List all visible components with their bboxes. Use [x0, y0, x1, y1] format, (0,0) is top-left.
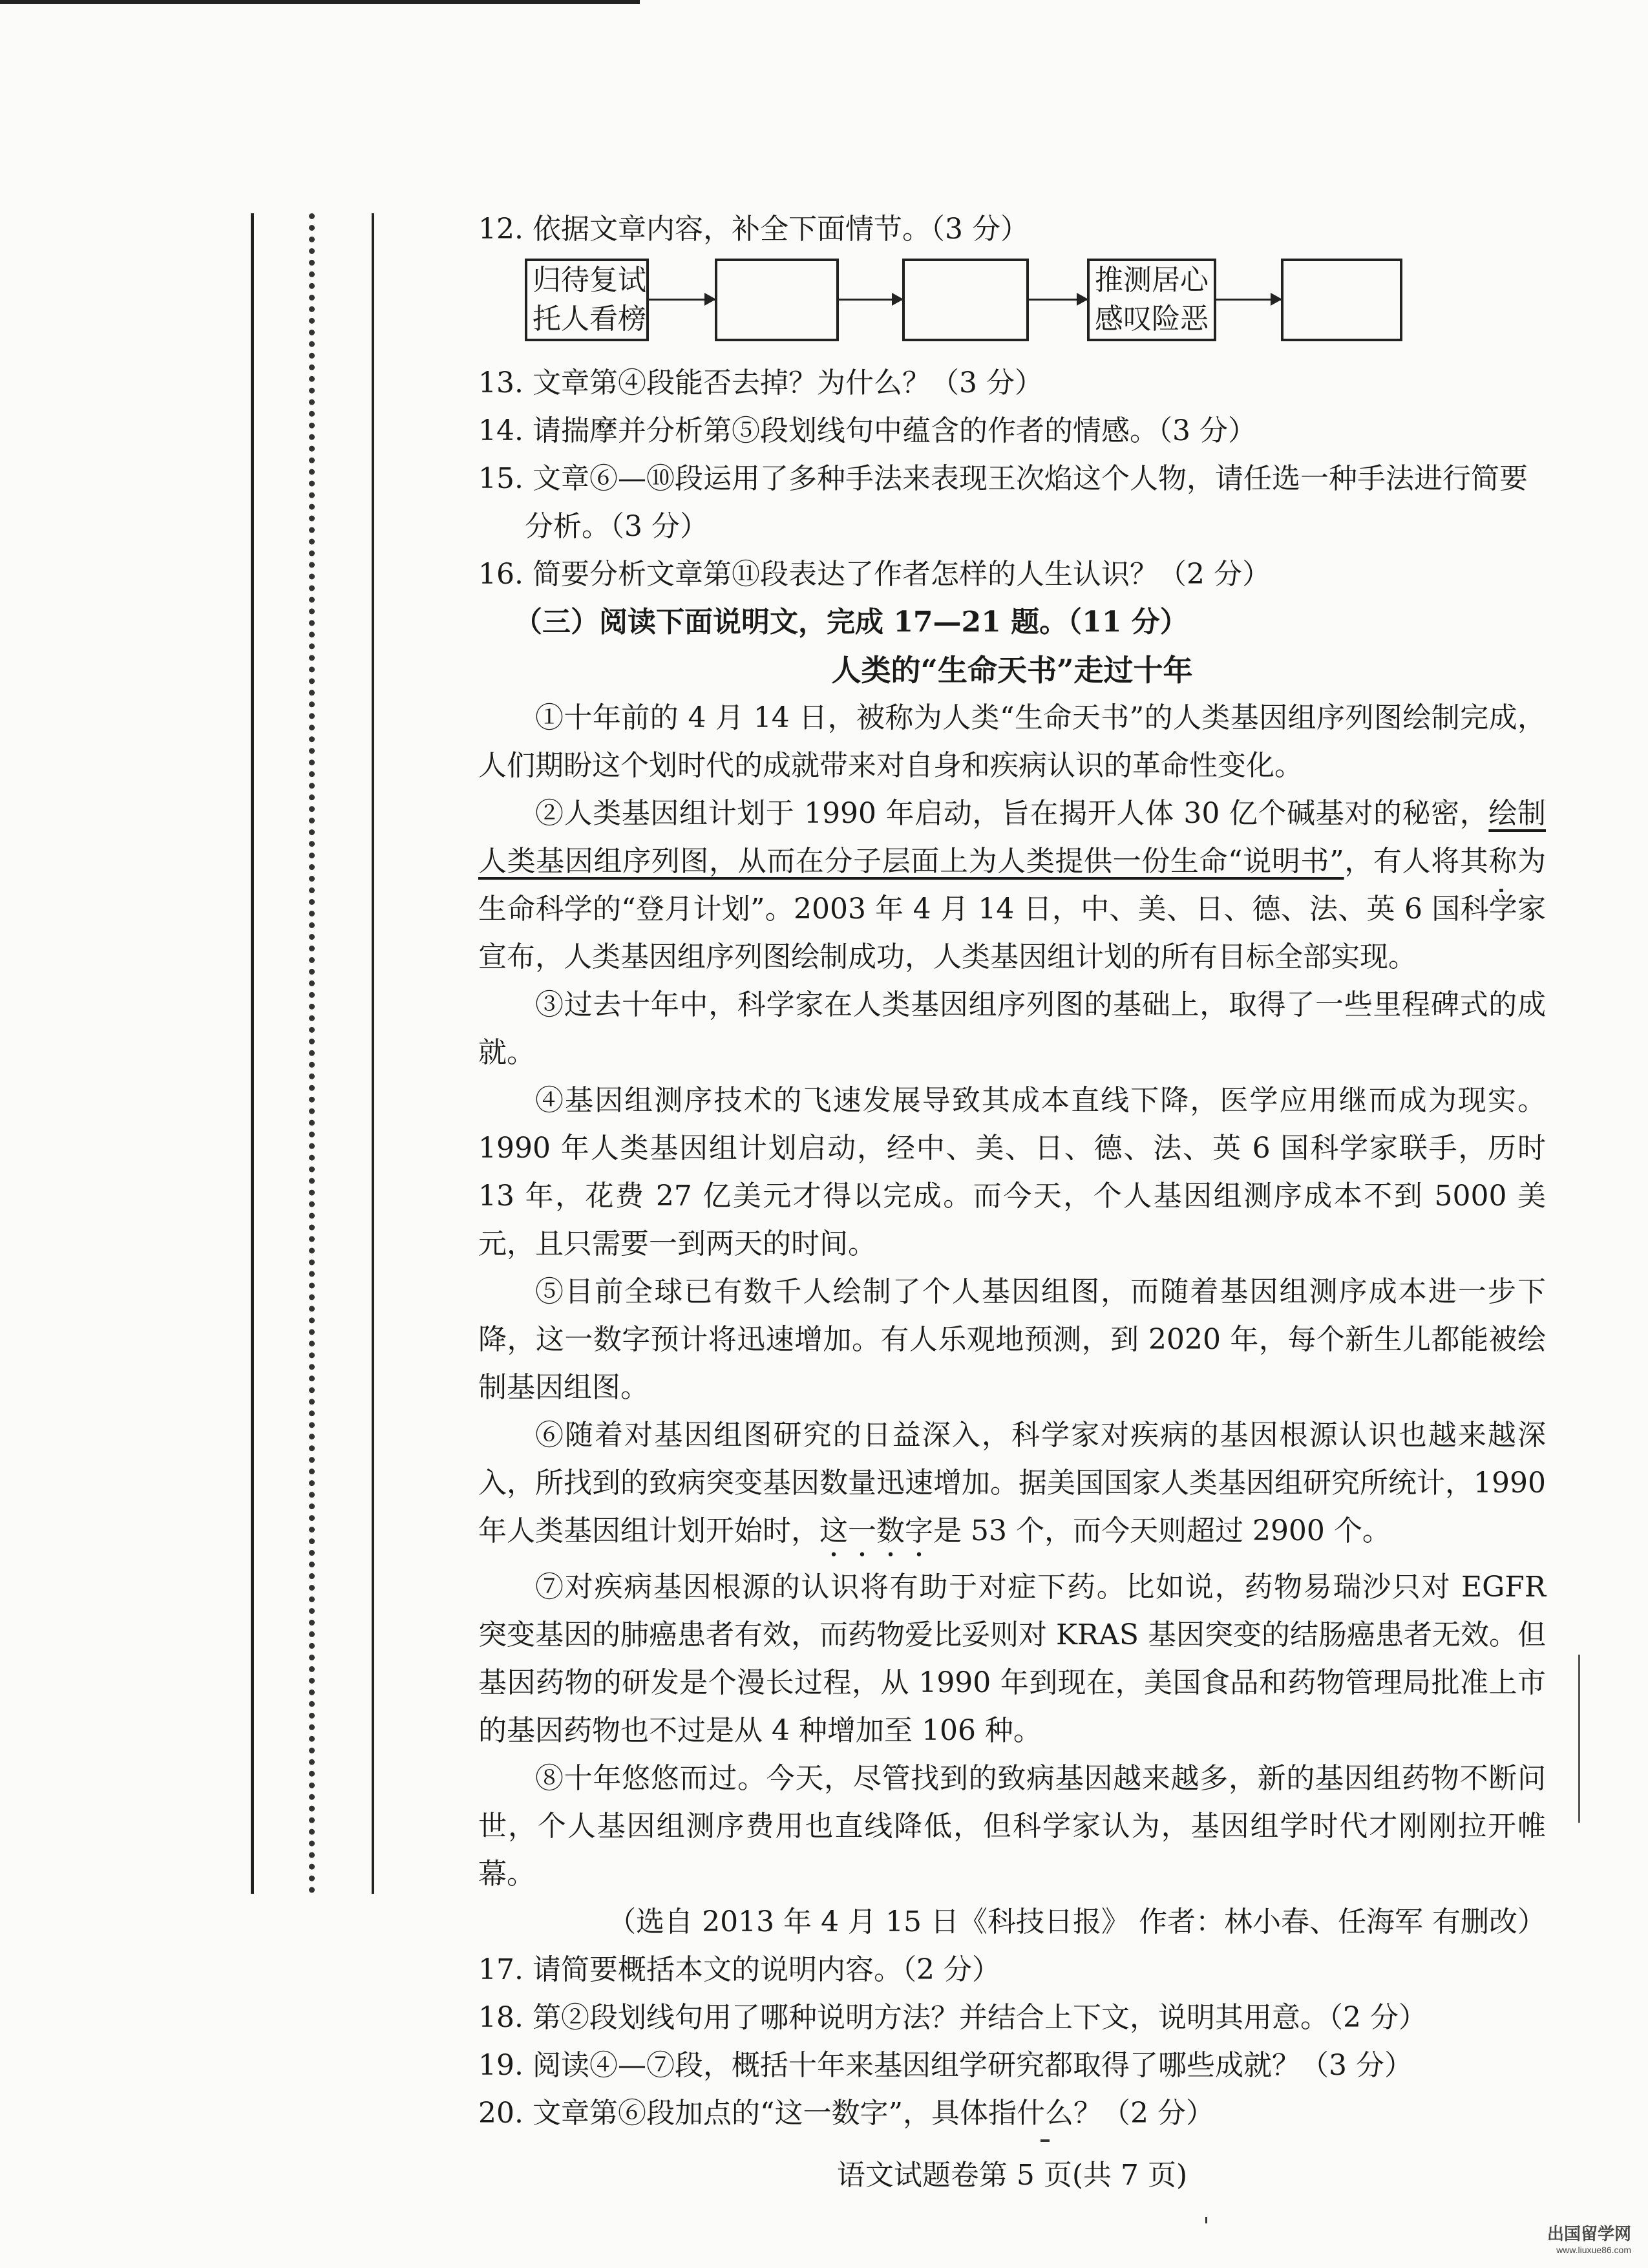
- flow-arrow-4: [1216, 299, 1281, 301]
- paragraph-1: ①十年前的 4 月 14 日，被称为人类“生命天书”的人类基因组序列图绘制完成，人们期盼这个划时代的成就带来对自身和疾病认识的革命性变化。: [478, 701, 1546, 782]
- paragraph-6-start: ⑥随着对基因组图研究的日益深入，科学家对疾病的基因根源认识也越来越深入，所找到的致病突变基因数量迅速增加。据美国国家人类基因组研究所统计，1990 年人类基因组计划开始时，: [478, 1419, 1546, 1547]
- question-16: 16. 简要分析文章第⑪段表达了作者怎样的人生认识？（2 分）: [478, 558, 1271, 591]
- flow-box-4: [1087, 259, 1216, 341]
- binding-line-left: [251, 213, 254, 1894]
- watermark-line-1: 出国留学网: [1547, 2224, 1631, 2243]
- scan-speck: [1205, 2217, 1207, 2223]
- top-scan-line: [0, 0, 640, 4]
- question-12: 12. 依据文章内容，补全下面情节。（3 分）: [478, 213, 1029, 246]
- question-14: 14. 请揣摩并分析第⑤段划线句中蕴含的作者的情感。（3 分）: [478, 414, 1256, 447]
- paragraph-7: ⑦对疾病基因根源的认识将有助于对症下药。比如说，药物易瑞沙只对 EGFR 突变基因的肺癌患者有效，而药物爱比妥则对 KRAS 基因突变的结肠癌患者无效。但基因药物的研发是个漫长过程，从 1990 年到现在，美国食品和药物管理局批准上市的基因药物也不过是从 4 种增加至 106 种。: [478, 1571, 1546, 1747]
- paragraph-8: ⑧十年悠悠而过。今天，尽管找到的致病基因越来越多，新的基因组药物不断问世，个人基因组测序费用也直线降低，但科学家认为，基因组学时代才刚刚拉开帷幕。: [478, 1762, 1546, 1891]
- paragraph-4: ④基因组测序技术的飞速发展导致其成本直线下降，医学应用继而成为现实。1990 年人类基因组计划启动，经中、美、日、德、法、英 6 国科学家联手，历时 13 年，花费 27 亿美元才得以完成。而今天，个人基因组测序成本不到 5000 美元，且只需要一到两天的时间。: [478, 1084, 1546, 1260]
- question-18: 18. 第②段划线句用了哪种说明方法？并结合上下文，说明其用意。（2 分）: [478, 2001, 1427, 2034]
- margin-line-right: [1578, 1655, 1580, 1823]
- watermark-line-2: www.liuxue86.com: [1556, 2245, 1631, 2255]
- dotted-phrase: 这一数字: [819, 1514, 933, 1547]
- question-15: 15. 文章⑥—⑩段运用了多种手法来表现王次焰这个人物，请任选一种手法进行简要分析。（3 分）: [478, 462, 1528, 543]
- section-heading: （三）阅读下面说明文，完成 17—21 题。（11 分）: [514, 606, 1188, 639]
- underlined-sentence: 绘制人类基因组序列图，从而在分子层面上为人类提供一份生命“说明书”: [478, 797, 1546, 878]
- flow-box-3-blank[interactable]: [902, 259, 1029, 341]
- flow-arrow-2: [839, 299, 902, 301]
- plot-flow-diagram: [478, 259, 1546, 355]
- watermark-stamp: [1547, 2221, 1631, 2255]
- paragraph-3: ③过去十年中，科学家在人类基因组序列图的基础上，取得了一些里程碑式的成就。: [478, 988, 1546, 1069]
- question-17: 17. 请简要概括本文的说明内容。（2 分）: [478, 1953, 1000, 1986]
- flow-box-1-line-2: 托人看榜: [533, 302, 646, 335]
- question-19: 19. 阅读④—⑦段，概括十年来基因组学研究都取得了哪些成就？（3 分）: [478, 2049, 1413, 2082]
- flow-box-5-blank[interactable]: [1281, 259, 1402, 341]
- question-13: 13. 文章第④段能否去掉？为什么？（3 分）: [478, 366, 1043, 399]
- flow-box-1-line-1: 归待复试: [533, 264, 646, 297]
- paragraph-6: [478, 1412, 1546, 1563]
- flow-box-1: [525, 259, 649, 341]
- flow-arrow-1: [649, 299, 715, 301]
- binding-dotted-line: [309, 213, 315, 1894]
- binding-line-right: [372, 213, 374, 1894]
- flow-box-2-blank[interactable]: [715, 259, 839, 341]
- flow-box-4-line-2: 感叹险恶: [1095, 302, 1209, 335]
- question-20: 20. 文章第⑥段加点的“这一数字”，具体指什么？（2 分）: [478, 2097, 1214, 2130]
- paragraph-6-end: 是 53 个，而今天则超过 2900 个。: [933, 1514, 1391, 1547]
- paragraph-5: ⑤目前全球已有数千人绘制了个人基因组图，而随着基因组测序成本进一步下降，这一数字预计将迅速增加。有人乐观地预测，到 2020 年，每个新生儿都能被绘制基因组图。: [478, 1275, 1546, 1404]
- article-title: 人类的“生命天书”走过十年: [831, 653, 1193, 688]
- flow-box-4-line-1: 推测居心: [1095, 264, 1209, 297]
- article-source: （选自 2013 年 4 月 15 日《科技日报》 作者：林小春、任海军 有删改）: [607, 1905, 1546, 1938]
- exam-page-content: [478, 206, 1546, 2199]
- paragraph-2: [478, 790, 1546, 981]
- flow-arrow-3: [1029, 299, 1087, 301]
- paragraph-2-start: ②人类基因组计划于 1990 年启动，旨在揭开人体 30 亿个碱基对的秘密，: [535, 797, 1489, 830]
- page-footer: 语文试题卷第 5 页(共 7 页): [836, 2159, 1188, 2192]
- paragraph-2-end: ，有人将其称为生命科学的“登月计划”。2003 年 4 月 14 日，中、美、日、德、法、英 6 国科学家宣布，人类基因组序列图绘制成功，人类基因组计划的所有目标全部实现。: [478, 845, 1546, 973]
